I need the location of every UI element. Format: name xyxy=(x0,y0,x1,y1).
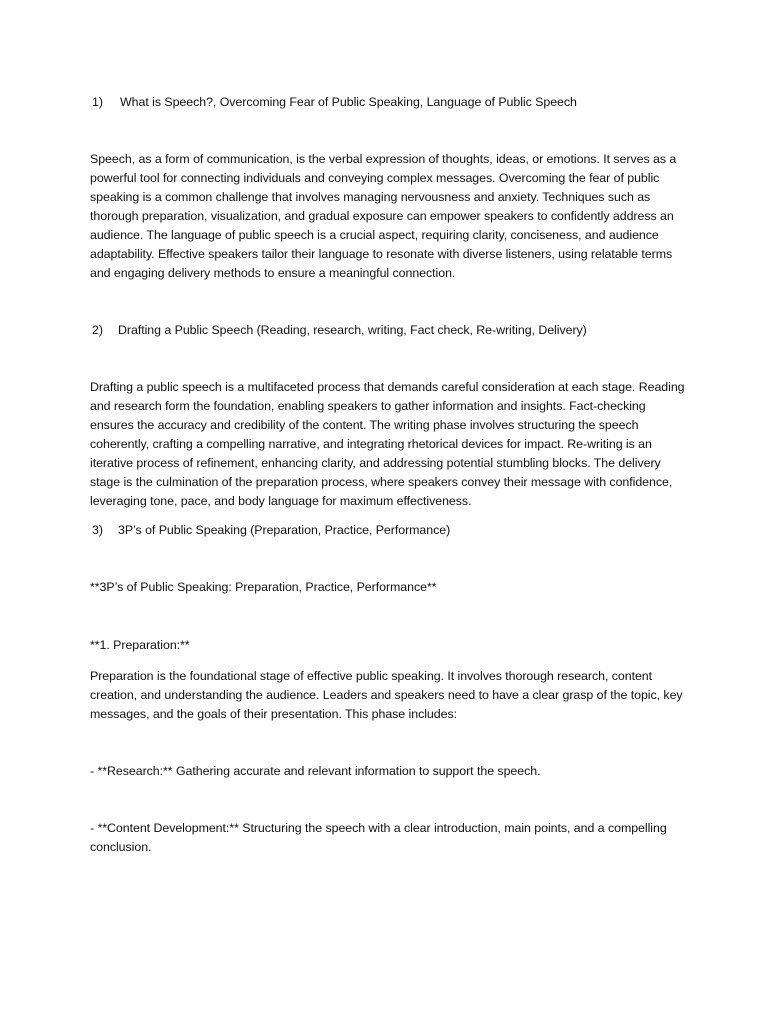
section-heading-2 xyxy=(92,321,692,340)
bullet-item-research: - **Research:** Gathering accurate and relevant information to support the speech. xyxy=(90,764,541,778)
section-heading-3 xyxy=(92,521,692,540)
preparation-heading: **1. Preparation:** xyxy=(90,638,190,652)
bullet-item-content-development: - **Content Development:** Structuring the speech with a clear introduction, main points, and a compelling conclusion. xyxy=(90,821,667,854)
section-body-2: Drafting a public speech is a multifaceted process that demands careful consideration at each stage. Reading and research form the foundation, enabling speakers to gather information and insights. Fact-checking ensures the accuracy and credibility of the content. The writing phase involves structuring the speech coherently, crafting a compelling narrative, and integrating rhetorical devices for impact. Re-writing is an iterative process of refinement, enhancing clarity, and addressing potential stumbling blocks. The delivery stage is the culmination of the preparation process, where speakers convey their message with confidence, leveraging tone, pace, and body language for maximum effectiveness. xyxy=(90,380,685,508)
preparation-body: Preparation is the foundational stage of effective public speaking. It involves thorough research, content creation, and understanding the audience. Leaders and speakers need to have a clear grasp of the topic, key messages, and the goals of their presentation. This phase includes: xyxy=(90,669,683,721)
section-subtitle: **3P’s of Public Speaking: Preparation, Practice, Performance** xyxy=(90,580,437,594)
section-body-1: Speech, as a form of communication, is the verbal expression of thoughts, ideas, or emotions. It serves as a powerful tool for connecting individuals and conveying complex messages. Overcoming the fear of public speaking is a common challenge that involves managing nervousness and anxiety. Techniques such as thorough preparation, visualization, and gradual exposure can empower speakers to confidently address an audience. The language of public speech is a crucial aspect, requiring clarity, conciseness, and audience adaptability. Effective speakers tailor their language to resonate with diverse listeners, using relatable terms and engaging delivery methods to ensure a meaningful connection. xyxy=(90,152,677,280)
section-number: 1) xyxy=(92,95,103,109)
section-title: What is Speech?, Overcoming Fear of Public Speaking, Language of Public Speech xyxy=(120,95,577,109)
section-heading-1 xyxy=(92,93,692,112)
section-number: 2) xyxy=(92,323,103,337)
section-number: 3) xyxy=(92,523,103,537)
section-title: 3P’s of Public Speaking (Preparation, Practice, Performance) xyxy=(118,523,451,537)
section-title: Drafting a Public Speech (Reading, research, writing, Fact check, Re-writing, Delivery) xyxy=(118,323,587,337)
